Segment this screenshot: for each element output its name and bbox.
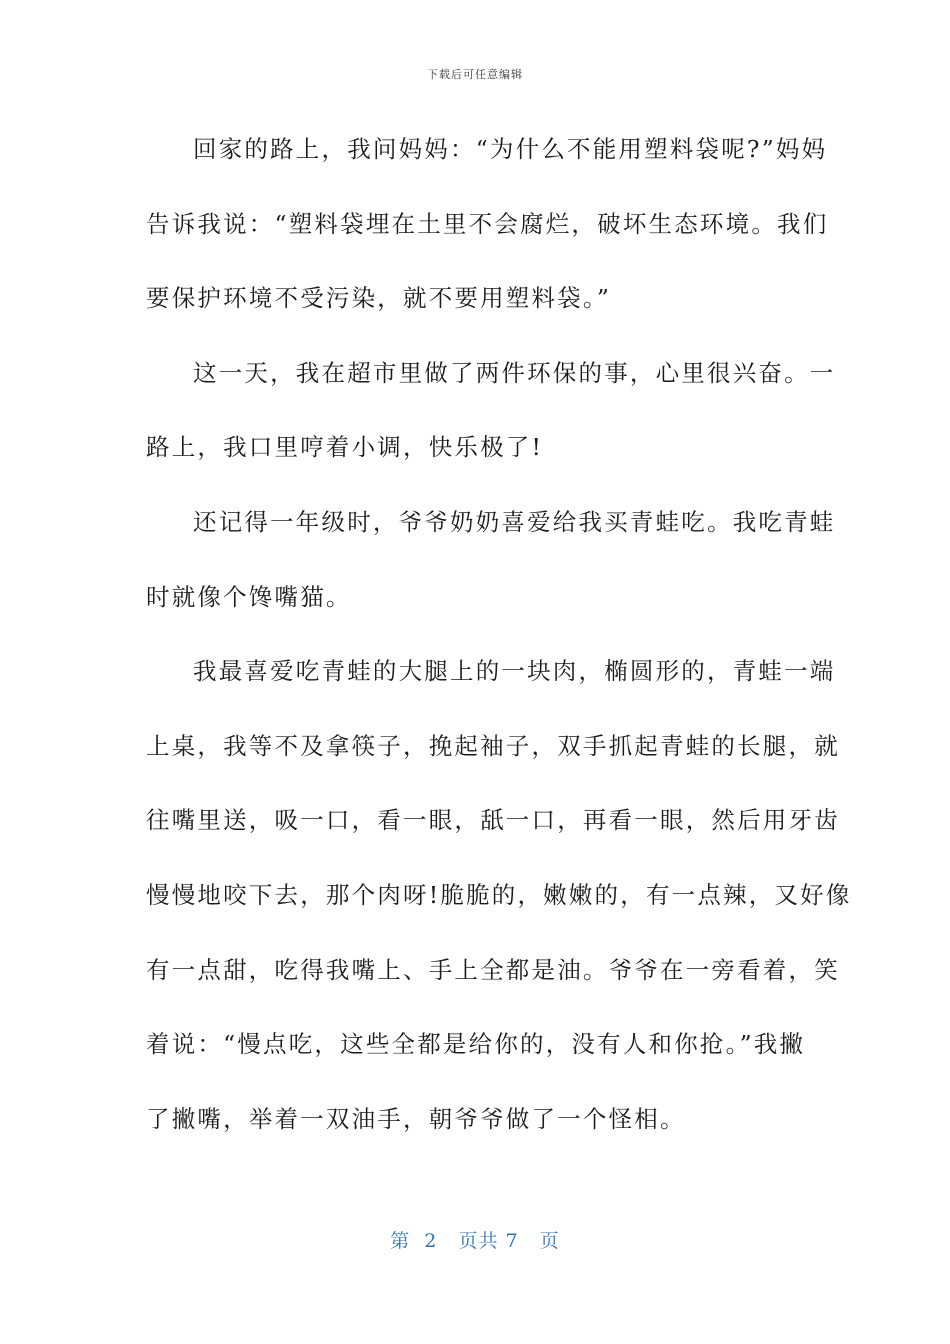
text-line: 慢慢地咬下去，那个肉呀!脆脆的，嫩嫩的，有一点辣，又好像 [146,880,852,909]
text-line: 这一天，我在超市里做了两件环保的事，心里很兴奋。一 [193,358,836,387]
text-line: 告诉我说：“塑料袋埋在土里不会腐烂，破坏生态环境。我们 [146,209,829,238]
text-line: 路上，我口里哼着小调，快乐极了! [146,433,544,462]
text-line: 要保护环境不受污染，就不要用塑料袋。” [146,284,612,313]
document-body [146,112,852,1156]
text-line: 我最喜爱吃青蛙的大腿上的一块肉，椭圆形的，青蛙一端 [193,657,836,686]
text-line: 还记得一年级时，爷爷奶奶喜爱给我买青蛙吃。我吃青蛙 [193,507,836,536]
page-number-footer: 第 2 页共 7 页 [390,1230,560,1252]
text-line: 了撇嘴，举着一双油手，朝爷爷做了一个怪相。 [146,1104,686,1133]
text-line: 回家的路上，我问妈妈：“为什么不能用塑料袋呢?”妈妈 [193,135,828,163]
text-line: 着说：“慢点吃，这些全都是给你的，没有人和你抢。”我撇 [146,1030,806,1059]
header-note: 下载后可任意编辑 [427,68,523,81]
text-line: 有一点甜，吃得我嘴上、手上全都是油。爷爷在一旁看着，笑 [146,955,840,984]
text-line: 往嘴里送，吸一口，看一眼，舐一口，再看一眼，然后用牙齿 [146,806,840,835]
text-line: 上桌，我等不及拿筷子，挽起袖子，双手抓起青蛙的长腿，就 [146,731,840,760]
text-line: 时就像个馋嘴猫。 [146,582,352,611]
